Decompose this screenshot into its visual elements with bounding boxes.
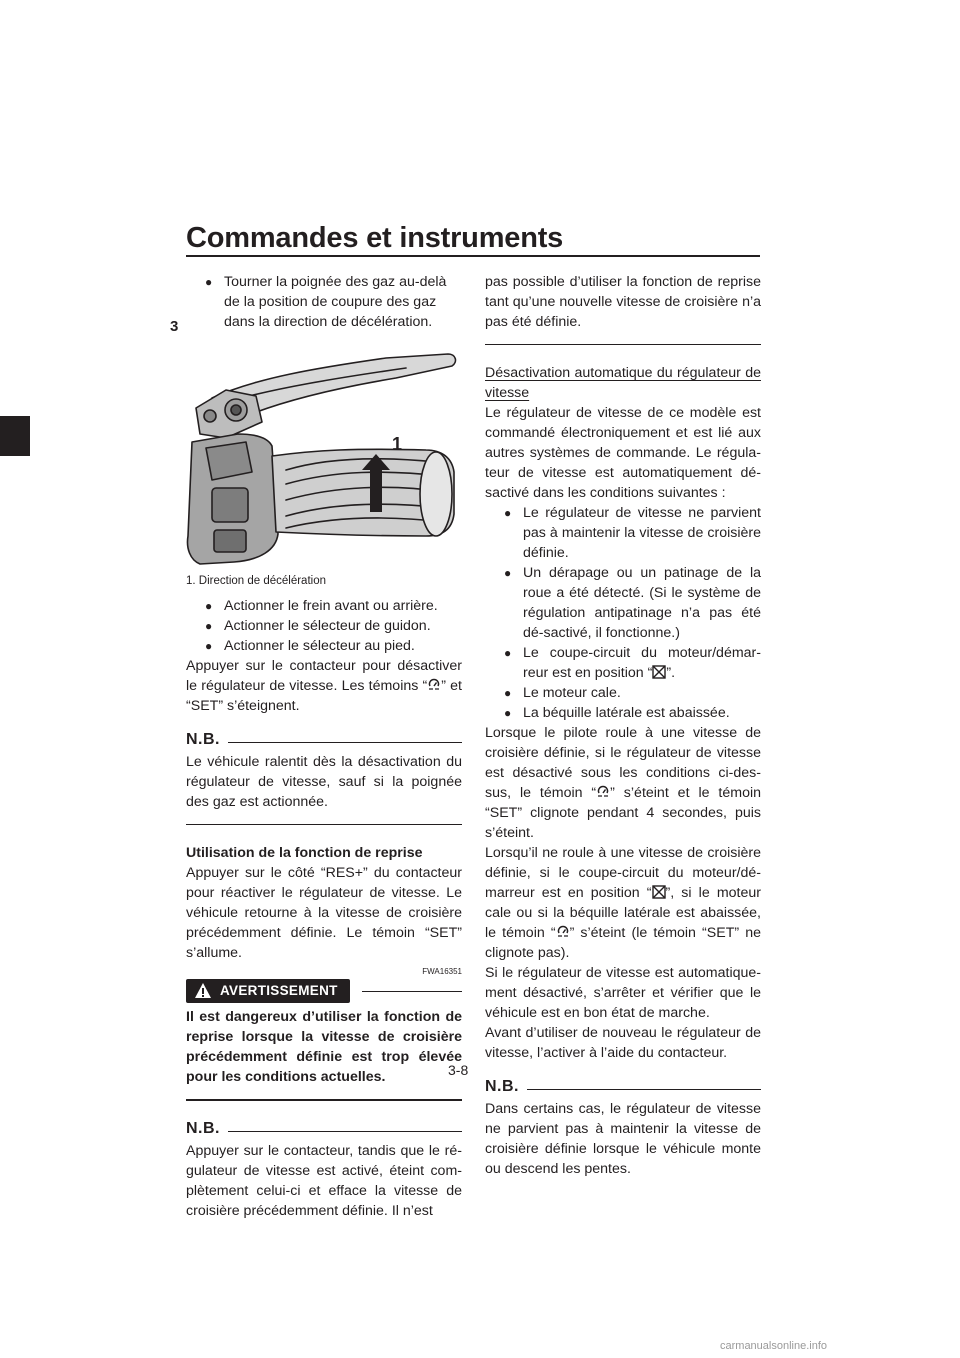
engine-stop-icon: [652, 885, 666, 899]
paragraph-deactivate: Appuyer sur le contacteur pour désactiver le régulateur de vitesse. Les témoins “ ” et “SET” s’éteignent.: [186, 658, 463, 714]
chapter-number: 3: [170, 318, 179, 335]
subheading-auto-deactivation: Désactivation automatique du régulateur de vitesse: [485, 365, 761, 401]
chapter-tab: [0, 416, 30, 456]
page-title: Commandes et instruments: [186, 222, 564, 254]
handlebar-illustration: [186, 338, 462, 570]
warning-code: FWA16351: [422, 967, 462, 976]
nb-text-1: Le véhicule ralentit dès la désactivation du régulateur de vitesse, sauf si la poignée des gaz est actionnée.: [186, 754, 462, 810]
right-column: [485, 272, 761, 1179]
bullet-kill-switch: ● Le coupe-circuit du moteur/démar-reur est en position “ ”.: [485, 643, 761, 683]
heading-resume: Utilisation de la fonction de reprise: [186, 845, 423, 861]
cruise-indicator-icon: [596, 785, 610, 799]
warning-end-rule: [186, 1099, 462, 1101]
figure-caption: 1. Direction de décélération: [186, 575, 326, 587]
paragraph-blink: Lorsque le pilote roule à une vitesse de croisière définie, si le régulateur de vitesse est désactivé sous les conditions ci-des-sus, le témoin “ ” s’éteint et le témoin “SET” clignote pendant 4 secondes, puis s’éteint.: [485, 725, 761, 841]
footer-watermark: carmanualsonline.info: [720, 1340, 828, 1352]
bullet-engine-stall: ● Le moteur cale.: [485, 683, 761, 703]
paragraph-system: Le régulateur de vitesse de ce modèle est commandé électroniquement et est lié aux autres systèmes de commande. Le régula-teur de vitesse est automatiquement dé-sactivé dans les conditions suivantes :: [485, 405, 761, 501]
nb-end-rule-2: [485, 344, 761, 345]
warning-triangle-icon: [194, 982, 212, 1000]
warning-text: Il est dangereux d’utiliser la fonction de reprise lorsque la vitesse de croisière précédemment définie est trop élevée pour les conditions actuelles.: [186, 1009, 462, 1085]
nb-text-2: Appuyer sur le contacteur, tandis que le ré-gulateur de vitesse est activé, éteint com-plètement celui-ci et efface la vitesse de croisière précédemment définie. Il n’est: [186, 1143, 462, 1219]
paragraph-not-cruising: Lorsqu’il ne roule à une vitesse de croisière définie, si le coupe-circuit du moteur/dé-marreur est en position “ ”, si le moteur cale ou si la béquille latérale est abaissée, le témoin “ ” s’éteint (le témoin “SET” ne clignote pas).: [485, 845, 762, 961]
left-column: [186, 272, 462, 1221]
figure-callout: 1: [392, 434, 403, 454]
title-rule: [186, 255, 760, 257]
warning-badge: AVERTISSEMENT: [186, 979, 350, 1003]
warning-heading: [186, 979, 462, 1003]
nb-heading-2: N.B.: [186, 1119, 462, 1139]
paragraph-reactivate: Avant d’utiliser de nouveau le régulateur de vitesse, l’activer à l’aide du contacteur.: [485, 1025, 761, 1061]
handlebar-figure: [186, 338, 462, 570]
bullet-foot-switch: ● Actionner le sélecteur au pied.: [186, 636, 462, 656]
paragraph-resume: Appuyer sur le côté “RES+” du contacteur pour réactiver le régulateur de vitesse. Le véhicule retourne à la vitesse de croisière précédemment définie. Le témoin “SET” s’allume.: [186, 865, 462, 961]
cruise-indicator-icon: [427, 678, 441, 692]
engine-stop-icon: [652, 665, 666, 679]
cruise-indicator-icon: [556, 925, 570, 939]
bullet-handlebar-switch: ● Actionner le sélecteur de guidon.: [186, 616, 462, 636]
bullet-throttle: ● Tourner la poignée des gaz au-delà de la position de coupure des gaz dans la direction de décélération.: [186, 272, 462, 332]
nb-end-rule-1: [186, 824, 462, 825]
bullet-sidestand: ● La béquille latérale est abaissée.: [485, 703, 761, 723]
nb-heading-1: N.B.: [186, 730, 462, 750]
nb-heading-3: N.B.: [485, 1077, 761, 1097]
bullet-cannot-maintain: ● Le régulateur de vitesse ne parvient pas à maintenir la vitesse de croisière définie.: [485, 503, 761, 563]
page-number: 3-8: [448, 1062, 469, 1078]
paragraph-check-vehicle: Si le régulateur de vitesse est automatique-ment désactivé, s’arrêter et vérifier que le véhicule est en bon état de marche.: [485, 965, 761, 1021]
bullet-brake: ● Actionner le frein avant ou arrière.: [186, 596, 462, 616]
bullet-skid: ● Un dérapage ou un patinage de la roue a été détecté. (Si le système de régulation antipatinage n’a pas été dé-sactivé, il fonctionne.): [485, 563, 761, 643]
nb-text-2-continued: pas possible d’utiliser la fonction de reprise tant qu’une nouvelle vitesse de croisière n’a pas été définie.: [485, 274, 761, 330]
nb-text-3: Dans certains cas, le régulateur de vitesse ne parvient pas à maintenir la vitesse de croisière définie lorsque le véhicule monte ou descend les pentes.: [485, 1101, 761, 1177]
